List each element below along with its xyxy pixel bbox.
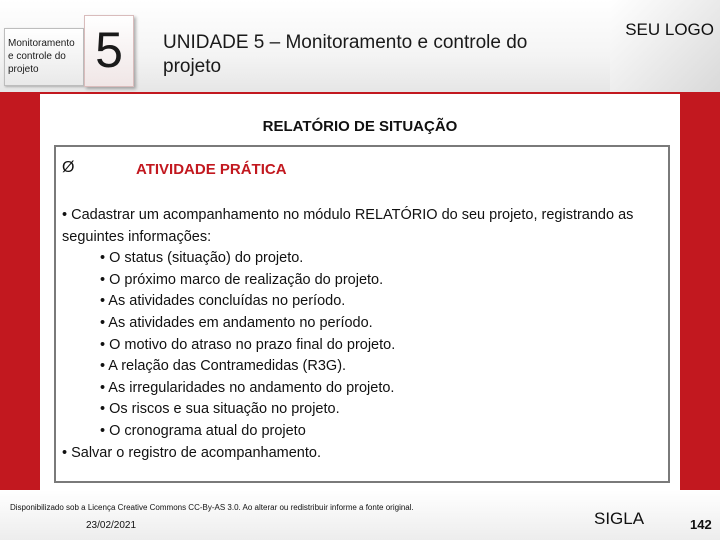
logo-placeholder: SEU LOGO [625,20,714,39]
intro-text: • Cadastrar um acompanhamento no módulo RELATÓRIO do seu projeto, registrando as seguintes informações: [62,207,634,245]
header-fold [610,0,720,92]
list-item: • O próximo marco de realização do projeto. [100,271,384,288]
list-item: • O motivo do atraso no prazo final do projeto. [100,336,396,353]
module-label: Monitoramento e controle do projeto [8,38,75,75]
license-text: Disponibilizado sob a Licença Creative Commons CC-By-AS 3.0. Ao alterar ou redistribuir informe a fonte original. [10,503,414,512]
activity-instructions [62,205,658,464]
arrow-bullet-icon: Ø [62,159,75,176]
list-item: • As atividades concluídas no período. [100,293,346,310]
module-label-box [4,28,84,86]
section-title: RELATÓRIO DE SITUAÇÃO [262,118,458,135]
sigla-placeholder: SIGLA [594,509,645,528]
list-item: • Os riscos e sua situação no projeto. [100,401,340,418]
information-list [62,248,658,442]
unit-title: UNIDADE 5 – Monitoramento e controle do projeto [163,32,528,77]
footer-date: 23/02/2021 [86,520,137,531]
list-item: • As atividades em andamento no período. [100,314,373,331]
list-item: • O cronograma atual do projeto [100,422,306,439]
unit-number: 5 [95,22,123,78]
list-item: • A relação das Contramedidas (R3G). [100,358,347,375]
list-item: • As irregularidades no andamento do projeto. [100,379,395,396]
closing-text: • Salvar o registro de acompanhamento. [62,444,321,461]
activity-heading: ATIVIDADE PRÁTICA [136,161,287,178]
page-number: 142 [690,517,712,532]
activity-box [54,145,670,483]
unit-number-box [84,15,134,87]
list-item: • O status (situação) do projeto. [100,250,304,267]
